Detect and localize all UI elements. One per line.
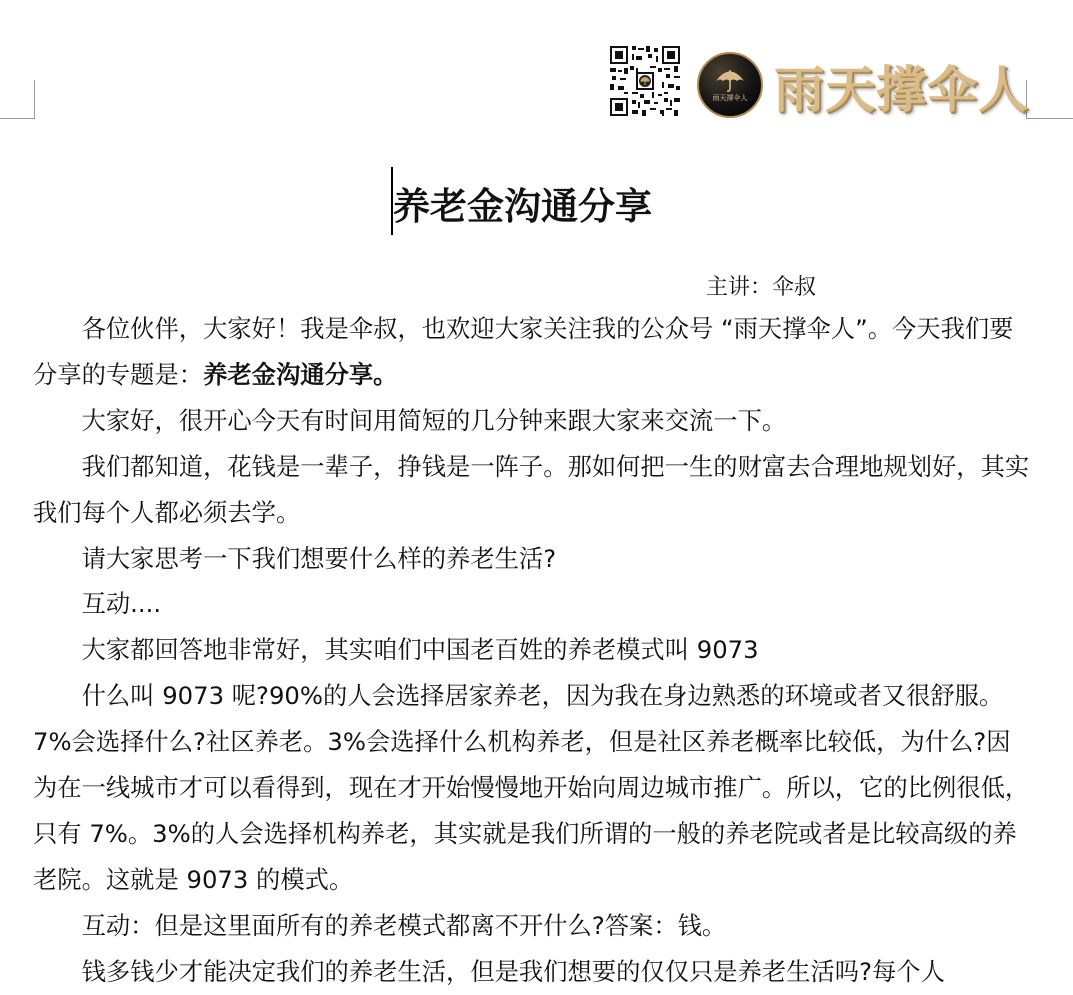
paragraph: 各位伙伴，大家好！我是伞叔，也欢迎大家关注我的公众号 “雨天撑伞人”。今天我们要分享的专题是：养老金沟通分享。 — [33, 314, 1014, 389]
paragraph: 钱多钱少才能决定我们的养老生活，但是我们想要的仅仅只是养老生活吗?每个人 — [81, 956, 945, 986]
crop-mark-left — [0, 80, 35, 119]
paragraph: 大家都回答地非常好，其实咱们中国老百姓的养老模式叫 9073 — [81, 635, 759, 665]
bold-topic: 养老金沟通分享。 — [203, 359, 398, 389]
logo-small-text: 雨天撑伞人 — [712, 94, 748, 102]
paragraph: 我们都知道，花钱是一辈子，挣钱是一阵子。那如何把一生的财富去合理地规划好，其实我们每个人都必须去学。 — [33, 451, 1030, 527]
document-title: 养老金沟通分享 — [393, 185, 652, 228]
qr-code-icon — [608, 44, 682, 118]
presenter-line: 主讲：伞叔 — [706, 275, 817, 300]
umbrella-logo-icon — [697, 52, 763, 118]
paragraph: 什么叫 9073 呢?90%的人会选择居家养老，因为我在身边熟悉的环境或者又很舒服。7%会选择什么?社区养老。3%会选择什么机构养老，但是社区养老概率比较低，为什么?因为在一线城市才可以看得到，现在才开始慢慢地开始向周边城市推广。所以，它的比例很低，只有 7%。3%的人会选择机构养老，其实就是我们所谓的一般的养老院或者是比较高级的养老院。这就是 9073 的模式。 — [33, 681, 1030, 894]
brand-name: 雨天撑伞人 — [774, 61, 1029, 119]
paragraph: 请大家思考一下我们想要什么样的养老生活? — [81, 543, 557, 573]
crop-mark-right — [1026, 80, 1073, 119]
paragraph: 互动.... — [81, 589, 162, 619]
document-body — [33, 306, 1033, 995]
paragraph: 大家好，很开心今天有时间用简短的几分钟来跟大家来交流一下。 — [81, 405, 787, 435]
paragraph: 互动：但是这里面所有的养老模式都离不开什么?答案：钱。 — [81, 910, 727, 940]
